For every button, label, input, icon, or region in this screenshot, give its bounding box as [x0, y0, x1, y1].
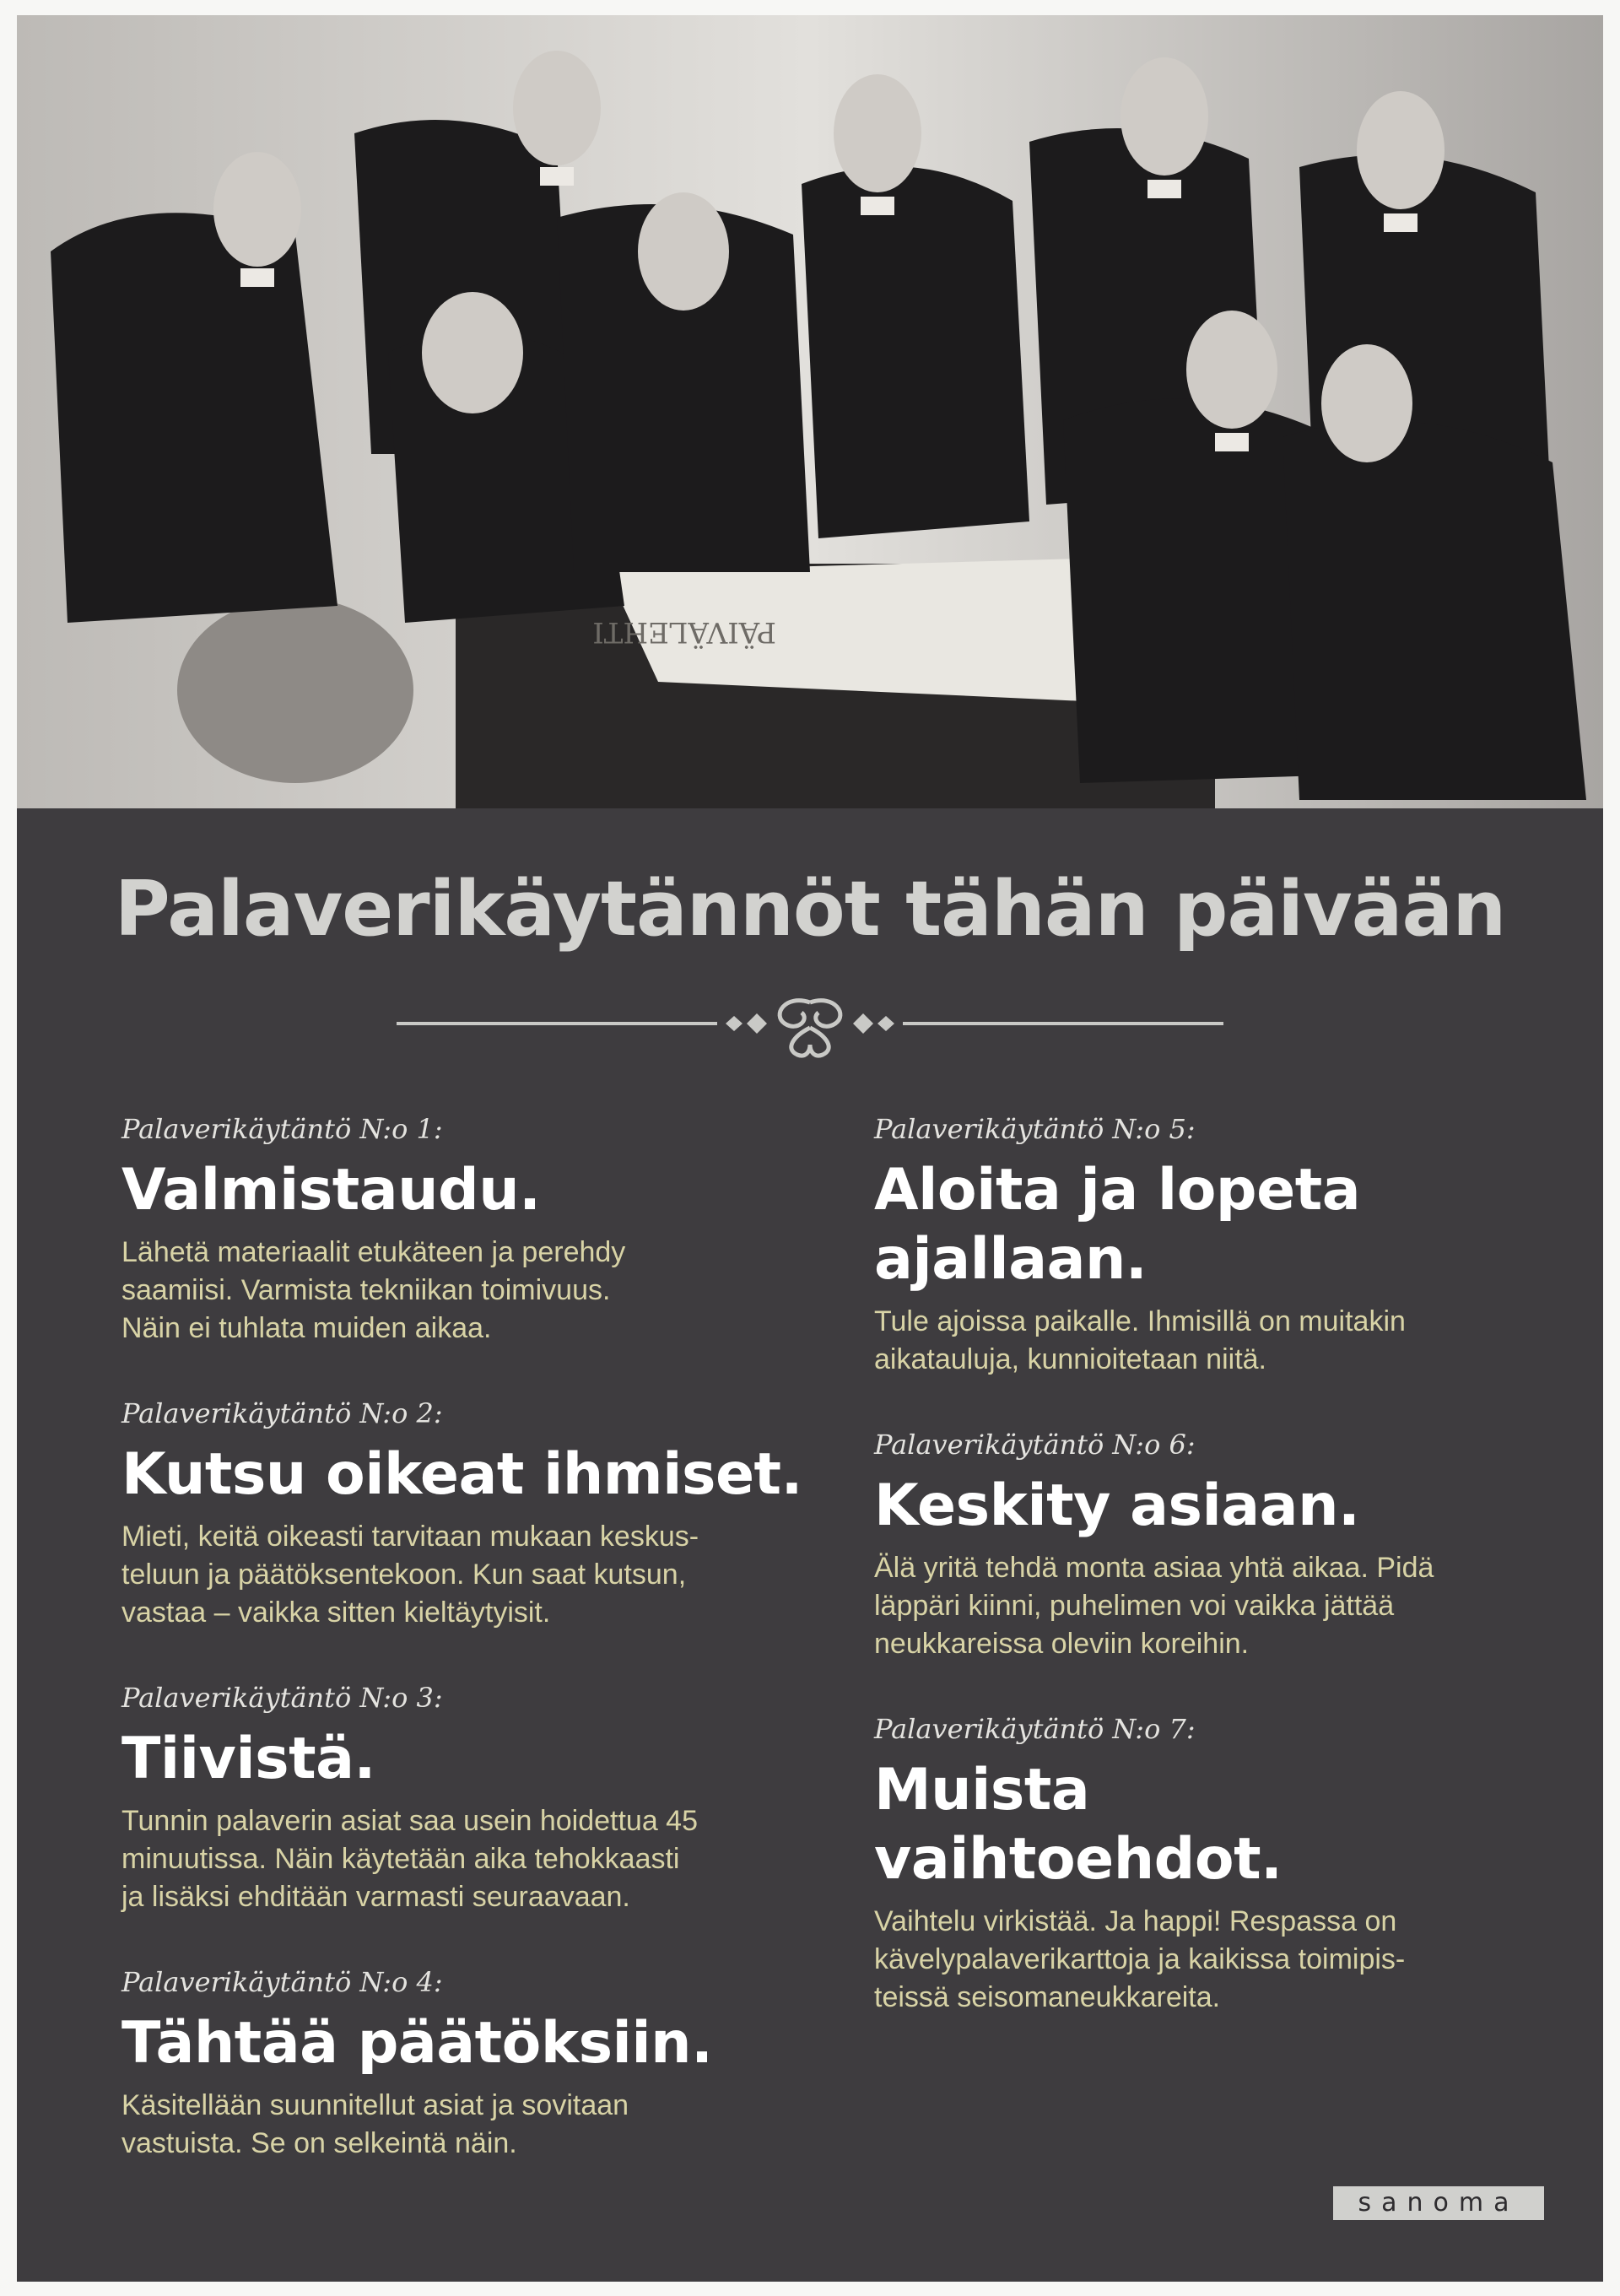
practice-1 — [122, 1112, 847, 1348]
practice-label: Palaverikäytäntö N:o 5: — [874, 1113, 1196, 1145]
poster-title: Palaverikäytännöt tähän päivään — [114, 865, 1506, 954]
practices-right-column — [874, 1112, 1600, 2066]
practice-heading: Keskity asiaan. — [874, 1472, 1360, 1539]
practice-7 — [874, 1712, 1600, 2017]
practices-left-column — [122, 1112, 847, 2212]
practice-text: Lähetä materiaalit etukäteen ja perehdy saamiisi. Varmista tekniikan toimivuus. Näin ei tuhlata muiden aikaa. — [122, 1236, 626, 1344]
practice-6 — [874, 1428, 1600, 1663]
practice-2 — [122, 1397, 847, 1632]
practice-label: Palaverikäytäntö N:o 2: — [122, 1397, 443, 1429]
practice-label: Palaverikäytäntö N:o 7: — [874, 1713, 1196, 1745]
practice-label: Palaverikäytäntö N:o 3: — [122, 1682, 443, 1714]
practice-heading: Tähtää päätöksiin. — [122, 2010, 713, 2077]
practice-text: Tunnin palaverin asiat saa usein hoidettua 45 minuutissa. Näin käytetään aika tehokkaasti ja lisäksi ehditään varmasti seuraavaan. — [122, 1805, 698, 1913]
decorative-divider — [388, 986, 1232, 1062]
practice-text: Tule ajoissa paikalle. Ihmisillä on muitakin aikatauluja, kunnioitetaan niitä. — [874, 1305, 1406, 1375]
practice-label: Palaverikäytäntö N:o 4: — [122, 1966, 443, 1998]
practice-label: Palaverikäytäntö N:o 1: — [122, 1113, 443, 1145]
practice-heading: Tiivistä. — [122, 1726, 375, 1792]
practice-label: Palaverikäytäntö N:o 6: — [874, 1429, 1196, 1461]
practice-heading: Aloita ja lopeta ajallaan. — [874, 1157, 1361, 1293]
practice-heading: Kutsu oikeat ihmiset. — [122, 1441, 802, 1508]
newspaper-masthead: PÄIVÄLEHTI — [592, 615, 776, 649]
practice-4 — [122, 1965, 847, 2163]
practice-text: Älä yritä tehdä monta asiaa yhtä aikaa. Pidä läppäri kiinni, puhelimen voi vaikka jättää neukkareissa oleviin koreihin. — [874, 1552, 1434, 1660]
poster — [17, 15, 1603, 2282]
practice-text: Vaihtelu virkistää. Ja happi! Respassa on kävelypalaverikarttoja ja kaikissa toimipis- teissä seisomaneukkareita. — [874, 1905, 1406, 2013]
historical-group-photo — [17, 15, 1603, 808]
practice-heading: Muista vaihtoehdot. — [874, 1757, 1282, 1893]
practice-text: Käsitellään suunnitellut asiat ja sovitaan vastuista. Se on selkeintä näin. — [122, 2089, 629, 2159]
sanoma-logo: sanoma — [1333, 2186, 1544, 2220]
practice-text: Mieti, keitä oikeasti tarvitaan mukaan keskus- teluun ja päätöksentekoon. Kun saat kutsun, vastaa – vaikka sitten kieltäytyisit. — [122, 1521, 699, 1629]
practice-5 — [874, 1112, 1600, 1379]
practice-heading: Valmistaudu. — [122, 1157, 541, 1224]
practice-3 — [122, 1681, 847, 1916]
